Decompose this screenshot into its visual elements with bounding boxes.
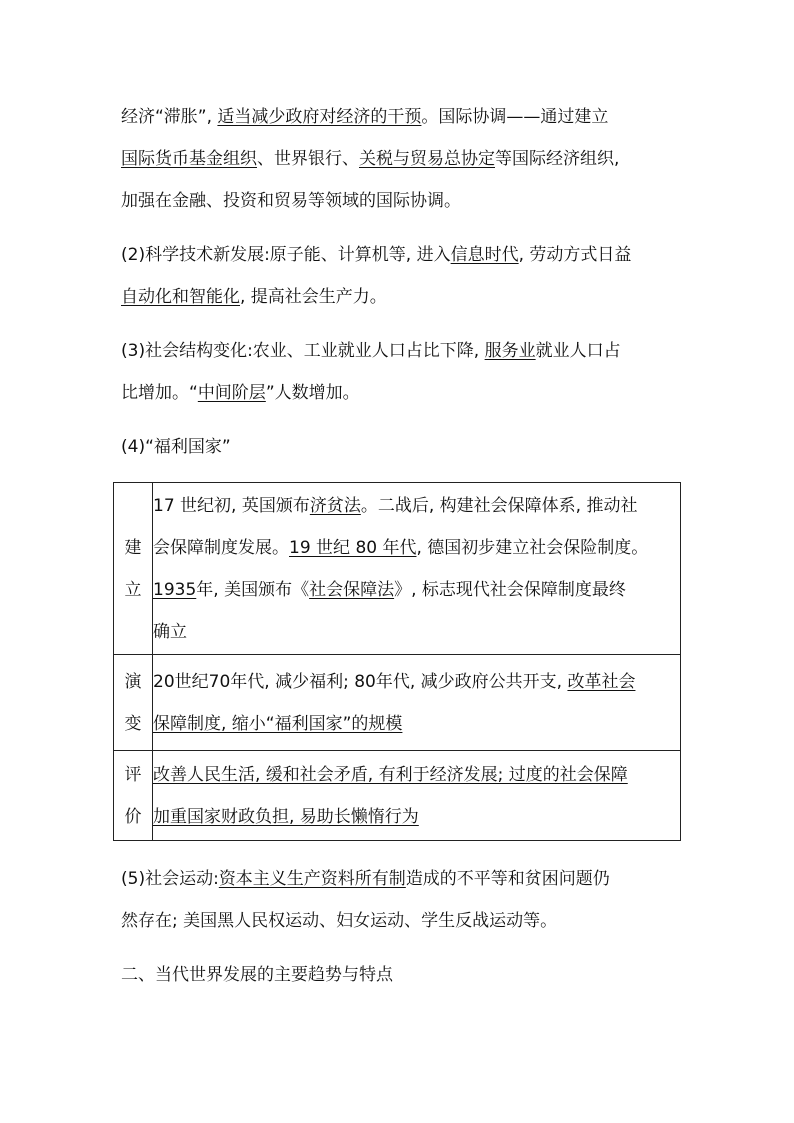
text: , 劳动方式日益 [518,245,632,265]
text-line: 确立 [153,621,187,642]
row-header-char: 变 [124,713,142,734]
text: 比增加。“ [121,383,198,403]
text-line: (4)“福利国家” [121,437,231,457]
row-header-char: 建 [124,537,142,558]
row-header-char: 评 [124,764,142,785]
text-line [153,661,680,703]
text-line: 然存在; 美国黑人民权运动、妇女运动、学生反战运动等。 [121,911,558,931]
row-header-char: 立 [124,579,142,600]
underlined-key-point: 信息时代 [450,245,519,265]
text-line [153,569,680,611]
text: , 德国初步建立社会保险制度。 [416,537,649,558]
text-line [121,372,681,414]
text: 20世纪70年代, 减少福利; 80年代, 减少政府公共开支, [153,671,568,692]
paragraph-social-movements [121,858,681,942]
paragraph-welfare-state-heading [121,426,681,468]
text-line [121,138,681,180]
text-line [121,858,681,900]
text-line [153,527,680,569]
row-body [153,655,681,751]
table-row [114,751,681,841]
text-line [153,754,680,796]
underlined-key-point: 济贫法 [309,495,361,516]
text: 年, 美国颁布《 [196,579,310,600]
underlined-key-point: 服务业 [484,341,536,361]
text: 。二战后, 构建社会保障体系, 推动社 [360,495,638,516]
paragraph-international-coordination [121,96,681,222]
text: 经济“滞胀”, [121,107,218,127]
text-line [121,276,681,318]
underlined-key-point: 改革社会 [567,671,636,692]
underlined-key-point: 资本主义生产资料所有制 [218,869,406,889]
underlined-key-point: 改善人民生活, 缓和社会矛盾, 有利于经济发展; 过度的社会保障 [153,764,628,785]
row-header-evaluation [114,751,153,841]
underlined-key-point: 自动化和智能化 [121,287,240,307]
text: (5)社会运动: [121,869,219,889]
underlined-key-point: 19 世纪 80 年代 [289,537,417,558]
row-header-char: 价 [124,806,142,827]
underlined-key-point: 保障制度, 缩小“福利国家”的规模 [153,713,403,734]
text-line [153,796,680,838]
text: (2)科学技术新发展:原子能、计算机等, 进入 [121,245,451,265]
paragraph-social-structure [121,330,681,414]
text: 等国际经济组织, [495,149,620,169]
paragraph-technology [121,234,681,318]
text-line: 二、当代世界发展的主要趋势与特点 [121,965,393,985]
row-body [153,483,681,655]
row-body [153,751,681,841]
underlined-key-point: 1935 [153,579,197,600]
text: ”人数增加。 [265,383,360,403]
text: 造成的不平等和贫困问题仍 [405,869,610,889]
text-line [121,330,681,372]
underlined-key-point: 适当减少政府对经济的干预 [217,107,422,127]
text-line [121,96,681,138]
section-heading [121,954,681,996]
table-row [114,655,681,751]
table-row [114,483,681,655]
text: 会保障制度发展。 [153,537,289,558]
text: 》, 标志现代社会保障制度最终 [394,579,626,600]
row-header-establish [114,483,153,655]
text: , 提高社会生产力。 [240,287,387,307]
text: 。国际协调——通过建立 [421,107,609,127]
underlined-key-point: 关税与贸易总协定 [359,149,495,169]
row-header-evolution [114,655,153,751]
text: 17 世纪初, 英国颁布 [153,495,310,516]
text-line: 加强在金融、投资和贸易等领域的国际协调。 [121,191,461,211]
underlined-key-point: 加重国家财政负担, 易助长懒惰行为 [153,806,419,827]
text: 就业人口占 [535,341,621,361]
text-line [153,485,680,527]
underlined-key-point: 国际货币基金组织 [121,149,257,169]
text-line [121,234,681,276]
row-header-char: 演 [124,671,142,692]
text: (3)社会结构变化:农业、工业就业人口占比下降, [121,341,485,361]
welfare-state-table [113,482,681,841]
text: 、世界银行、 [257,149,359,169]
underlined-key-point: 社会保障法 [309,579,395,600]
text-line [153,703,680,745]
underlined-key-point: 中间阶层 [197,383,266,403]
